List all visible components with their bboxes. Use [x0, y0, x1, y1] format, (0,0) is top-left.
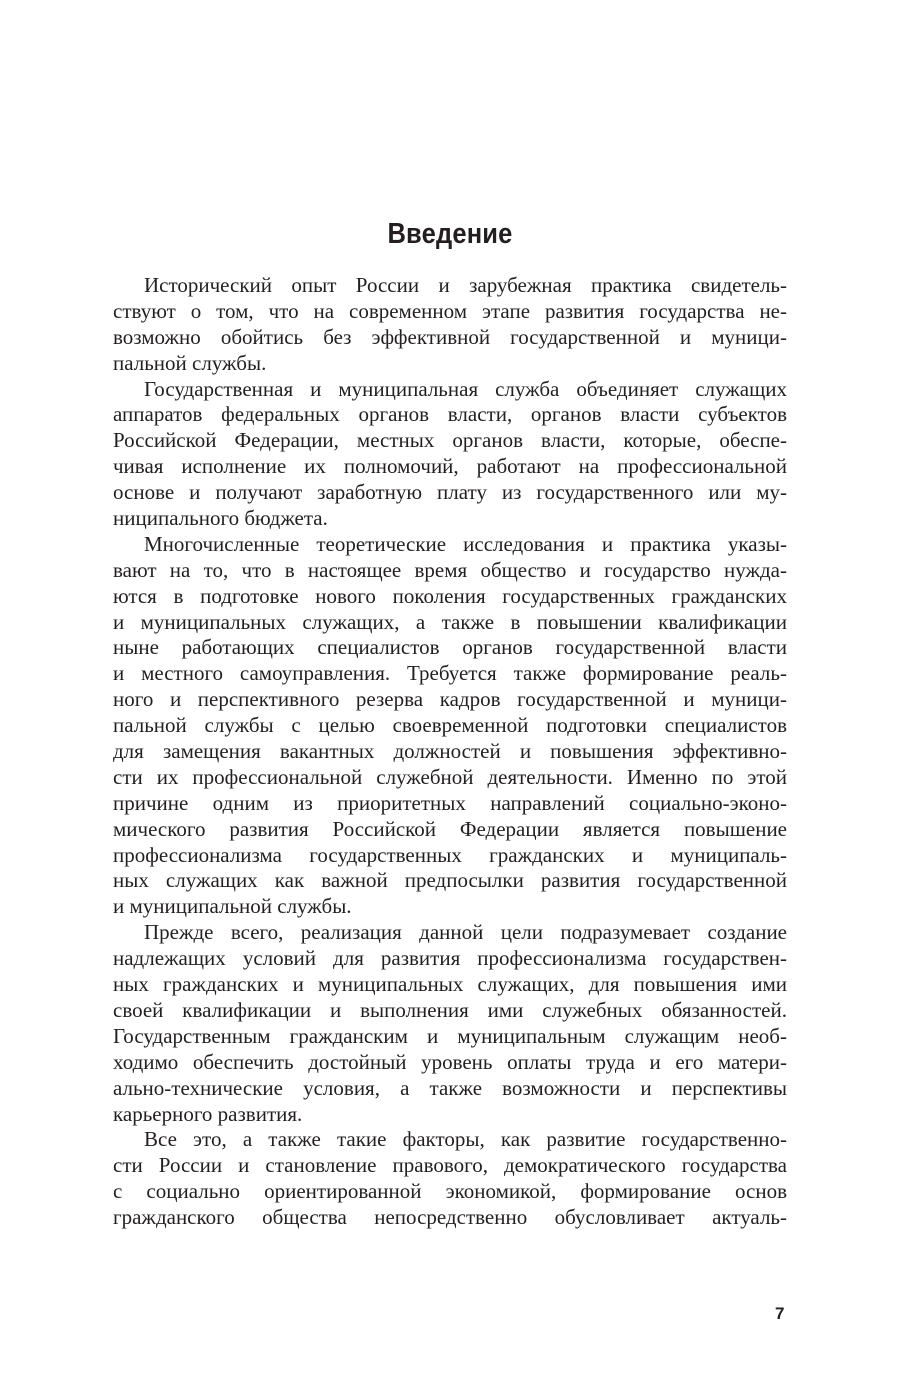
text-line: для замещения вакантных должностей и повышения эффективно- [113, 739, 787, 764]
text-line: ных служащих как важной предпосылки развития государственной [113, 868, 787, 893]
text-line: ствуют о том, что на современном этапе развития государства не- [113, 298, 787, 323]
text-line: и местного самоуправления. Требуется также формирование реаль- [113, 661, 787, 686]
text-line: Государственным гражданским и муниципальным служащим необ- [113, 1023, 787, 1048]
text-line: профессионализма государственных гражданских и муниципаль- [113, 842, 787, 867]
paragraph [113, 273, 787, 377]
text-line: своей квалификации и выполнения ими служебных обязанностей. [113, 997, 787, 1022]
text-line: пальной службы. [113, 350, 267, 375]
text-line: сти России и становление правового, демократического государства [113, 1153, 787, 1178]
paragraph [113, 532, 787, 920]
text-line: Многочисленные теоретические исследования и практика указы- [144, 531, 787, 556]
text-line: Прежде всего, реализация данной цели подразумевает создание [144, 920, 787, 945]
text-line: надлежащих условий для развития профессионализма государствен- [113, 946, 787, 971]
text-line: и муниципальных служащих, а также в повышении квалификации [113, 609, 787, 634]
text-line: карьерного развития. [113, 1101, 303, 1126]
text-line: ются в подготовке нового поколения государственных гражданских [113, 583, 787, 608]
text-line: мического развития Российской Федерации является повышение [113, 816, 787, 841]
paragraph [113, 920, 787, 1127]
text-line: ально-технические условия, а также возможности и перспективы [113, 1075, 787, 1100]
text-line: аппаратов федеральных органов власти, органов власти субъектов [113, 402, 787, 427]
paragraph [113, 377, 787, 532]
text-line: с социально ориентированной экономикой, формирование основ [113, 1179, 787, 1204]
text-line: Российской Федерации, местных органов власти, которые, обеспе- [113, 428, 787, 453]
paragraph [113, 1127, 787, 1231]
text-line: гражданского общества непосредственно обусловливает актуаль- [113, 1205, 787, 1230]
text-line: ных гражданских и муниципальных служащих, для повышения ими [113, 972, 787, 997]
page-number: 7 [775, 1304, 785, 1323]
text-line: основе и получают заработную плату из государственного или му- [113, 480, 787, 505]
text-line: Все это, а также такие факторы, как развитие государственно- [144, 1127, 787, 1152]
body-text [113, 273, 787, 1231]
text-line: возможно обойтись без эффективной государственной и муници- [113, 324, 787, 349]
text-line: причине одним из приоритетных направлений социально-эконо- [113, 790, 787, 815]
text-line: ниципального бюджета. [113, 506, 328, 531]
text-line: пальной службы с целью своевременной подготовки специалистов [113, 713, 787, 738]
text-line: сти их профессиональной служебной деятельности. Именно по этой [113, 764, 787, 789]
text-line: Исторический опыт России и зарубежная практика свидетель- [144, 273, 787, 297]
text-line: ного и перспективного резерва кадров государственной и муници- [113, 687, 787, 712]
text-line: ныне работающих специалистов органов государственной власти [113, 635, 787, 660]
text-line: вают на то, что в настоящее время общество и государство нужда- [113, 557, 787, 582]
text-line: и муниципальной службы. [113, 894, 352, 919]
text-line: ходимо обеспечить достойный уровень оплаты труда и его матери- [113, 1049, 787, 1074]
text-line: Государственная и муниципальная служба объединяет служащих [144, 376, 787, 401]
text-line: чивая исполнение их полномочий, работают на профессиональной [113, 454, 787, 479]
page-title: Введение [387, 218, 513, 250]
